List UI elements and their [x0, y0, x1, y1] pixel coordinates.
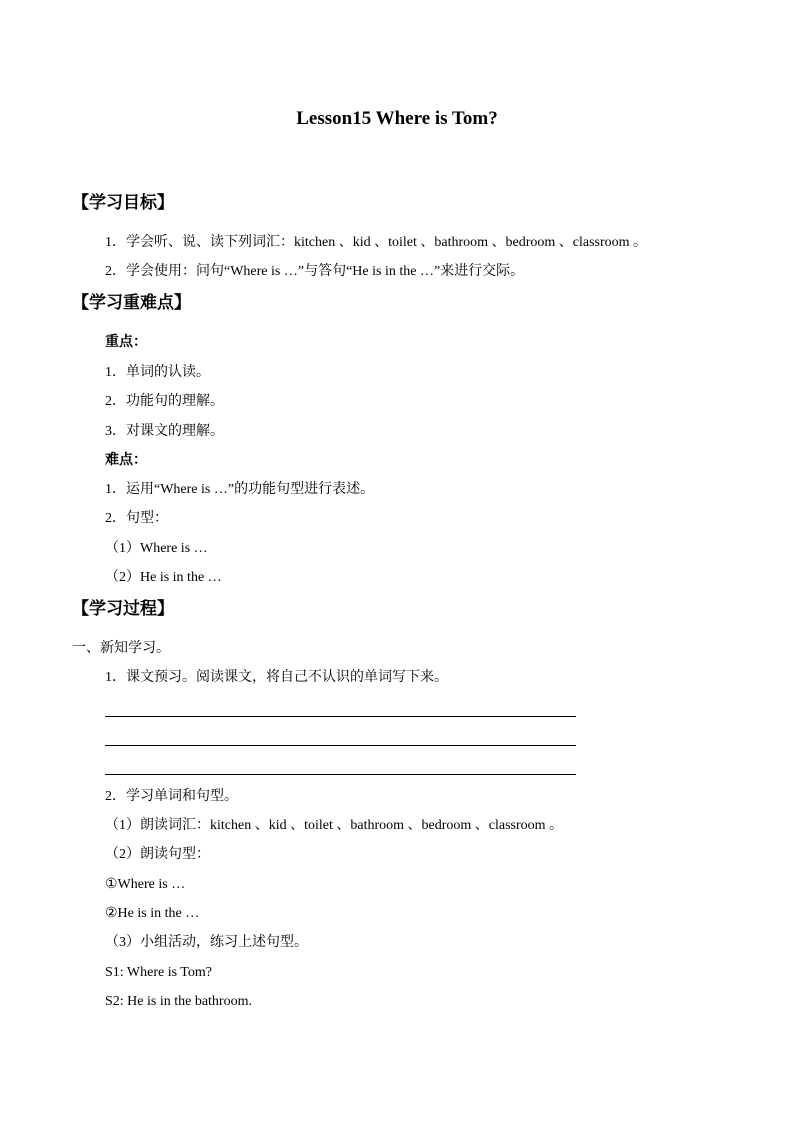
answer-line-3[interactable]: [105, 774, 576, 775]
difficult-label: 难点：: [105, 453, 147, 468]
process-sub-2: （2）朗读句型：: [105, 847, 210, 862]
page-title: Lesson15 Where is Tom?: [296, 108, 498, 129]
process-part-1: 一、新知学习。: [72, 641, 170, 656]
process-heading: 【学习过程】: [72, 599, 174, 618]
dialog-line-2: S2: He is in the bathroom.: [105, 994, 252, 1009]
goal-item-2: 2．学会使用：问句“Where is …”与答句“He is in the …”来进行交际。: [105, 264, 525, 279]
dialog-line-1: S1: Where is Tom?: [105, 965, 212, 980]
difficult-item-2: 2．句型：: [105, 511, 168, 526]
difficult-item-1: 1．运用“Where is …”的功能句型进行表述。: [105, 482, 375, 497]
goals-heading: 【学习目标】: [72, 193, 174, 212]
key-points-heading: 【学习重难点】: [72, 293, 191, 312]
pattern-2: ②He is in the …: [105, 906, 200, 921]
goal-item-1: 1．学会听、说、读下列词汇：kitchen 、kid 、toilet 、bathroom 、bedroom 、classroom 。: [105, 235, 648, 250]
process-step-2: 2．学习单词和句型。: [105, 789, 238, 804]
answer-line-1[interactable]: [105, 716, 576, 717]
difficult-item-3: （1）Where is …: [105, 541, 208, 556]
key-label: 重点：: [105, 335, 147, 350]
key-item-3: 3．对课文的理解。: [105, 424, 224, 439]
pattern-1: ①Where is …: [105, 877, 186, 892]
key-item-1: 1．单词的认读。: [105, 365, 210, 380]
difficult-item-4: （2）He is in the …: [105, 570, 222, 585]
process-sub-1: （1）朗读词汇：kitchen 、kid 、toilet 、bathroom 、bedroom 、classroom 。: [105, 818, 564, 833]
answer-line-2[interactable]: [105, 745, 576, 746]
key-item-2: 2．功能句的理解。: [105, 394, 224, 409]
process-step-1: 1．课文预习。阅读课文，将自己不认识的单词写下来。: [105, 670, 448, 685]
process-sub-3: （3）小组活动，练习上述句型。: [105, 935, 308, 950]
